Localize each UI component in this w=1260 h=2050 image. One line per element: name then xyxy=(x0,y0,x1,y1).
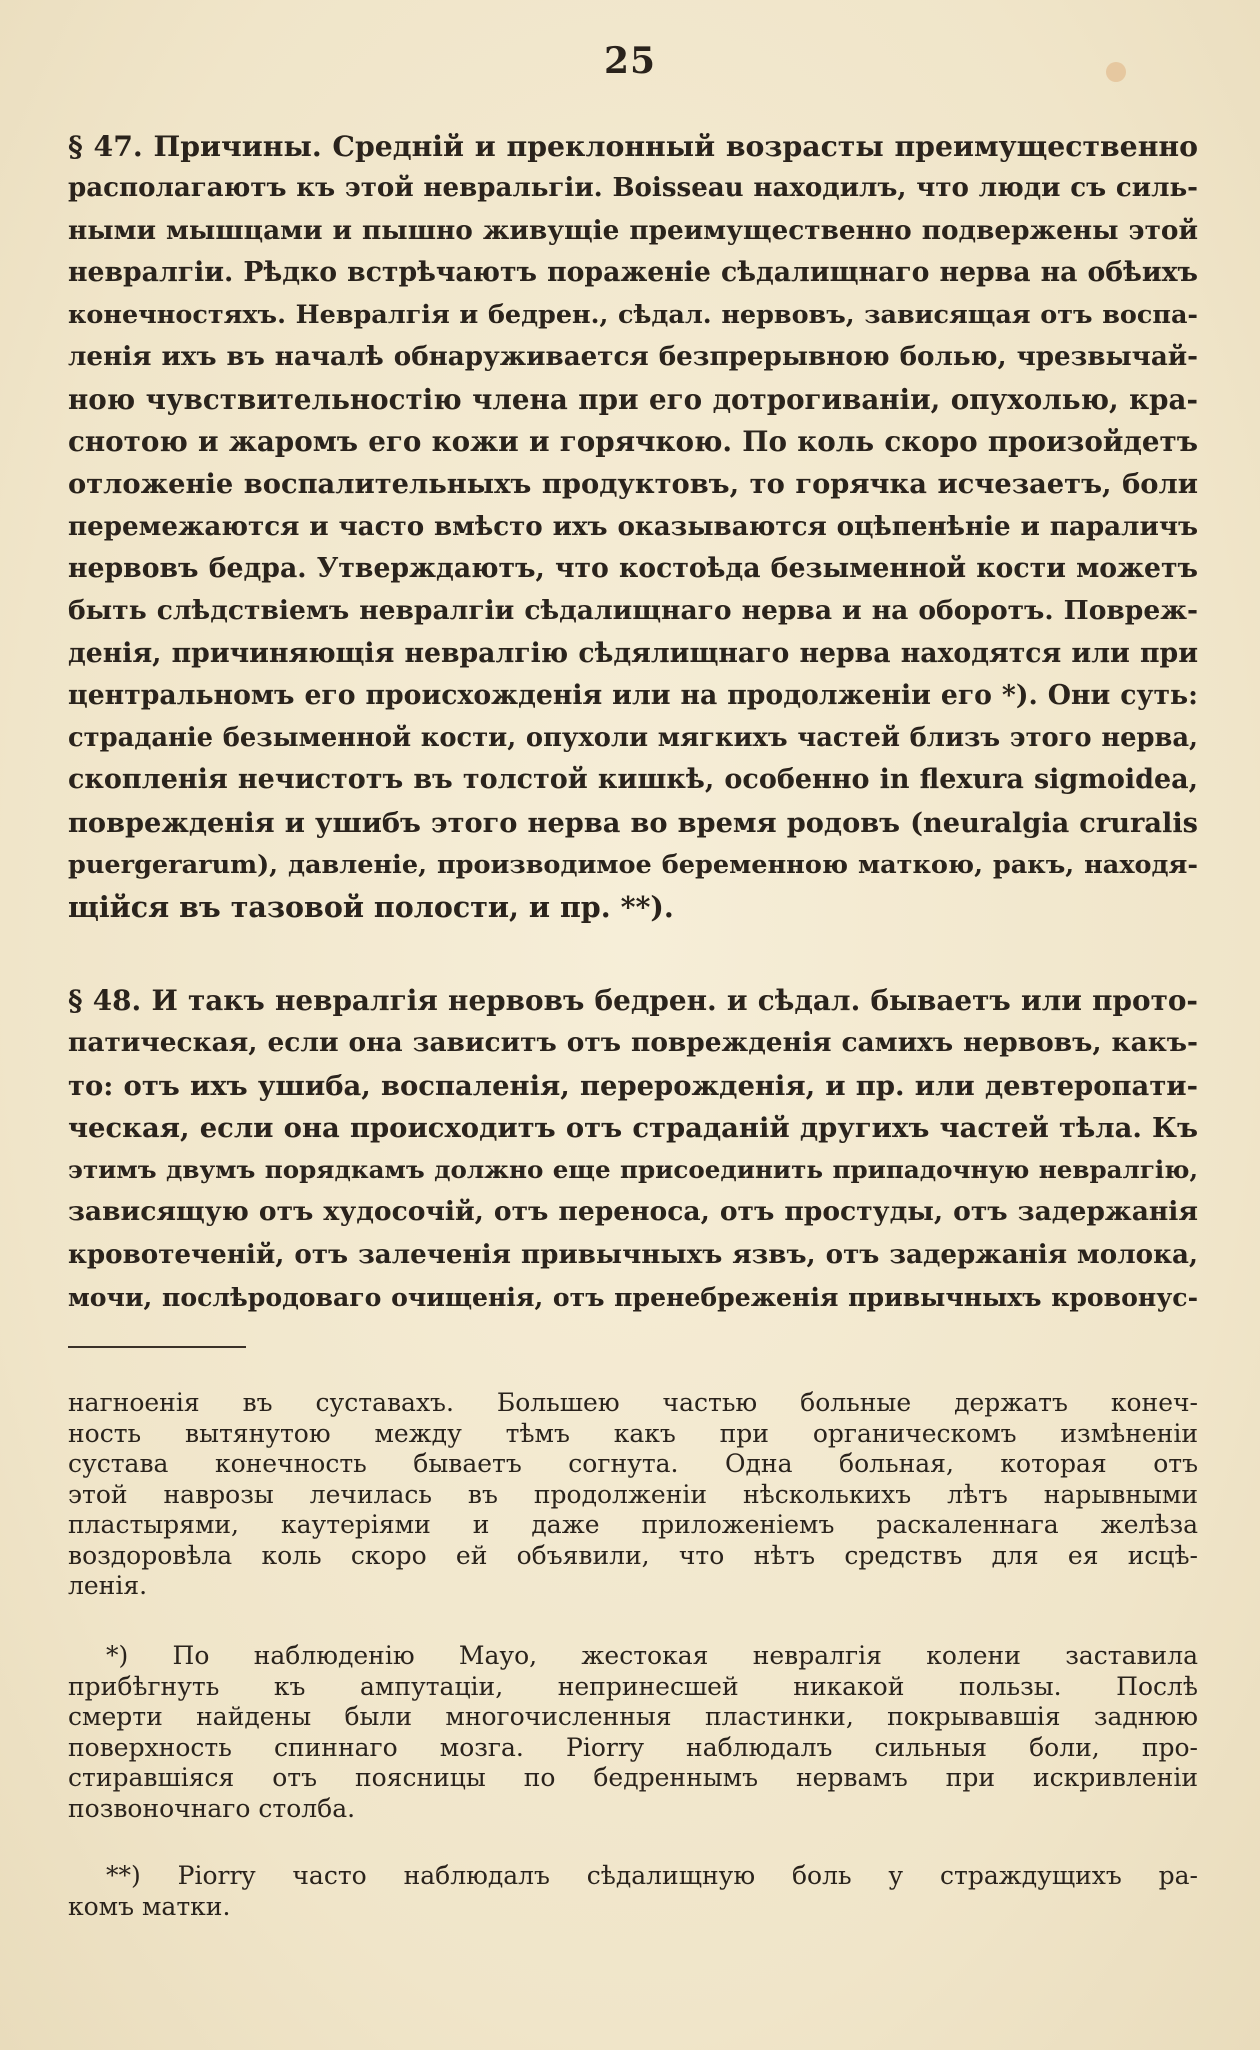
text-line: ными мышцами и пышно живущіе преимущественно подвержены этой xyxy=(68,214,1198,246)
section-48 xyxy=(68,980,1198,1318)
footnote-line: ленія. xyxy=(68,1571,148,1600)
footnote-line: смерти найдены были многочисленныя пластинки, покрывавшія заднюю xyxy=(68,1702,1198,1731)
footnote-1 xyxy=(68,1641,1198,1824)
footnote-2 xyxy=(68,1861,1198,1922)
text-line: располагаютъ къ этой невральгіи. Boisseau находилъ, что люди съ силь- xyxy=(68,173,1198,204)
text-line: § 47. Причины. Средній и преклонный возрасты преимущественно xyxy=(68,129,1198,163)
footnote-line: стиравшіяся отъ поясницы по бедреннымъ нервамъ при искривленіи xyxy=(68,1763,1198,1792)
footnote-line: комъ матки. xyxy=(68,1891,231,1921)
text-line: ною чувствительностію члена при его дотрогиваніи, опухолью, кра- xyxy=(68,382,1198,416)
text-line: этимъ двумъ порядкамъ должно еще присоединить припадочную невралгію, xyxy=(68,1155,1198,1185)
page-number: 25 xyxy=(603,40,657,82)
text-line: кровотеченій, отъ залеченія привычныхъ язвъ, отъ задержанія молока, xyxy=(68,1238,1198,1270)
text-line: щійся въ тазовой полости, и пр. **). xyxy=(68,890,674,925)
footnote-line: **) Piorry часто наблюдалъ сѣдалищную боль у страждущихъ ра- xyxy=(106,1861,1198,1890)
footnote-line: сустава конечность бываетъ согнута. Одна больная, которая отъ xyxy=(68,1449,1198,1478)
text-line: то: отъ ихъ ушиба, воспаленія, перерожденія, и пр. или девтеропати- xyxy=(68,1069,1198,1102)
footnote-line: поверхность спиннаго мозга. Piorry наблюдалъ сильныя боли, про- xyxy=(68,1732,1198,1762)
text-line: снотою и жаромъ его кожи и горячкою. По коль скоро произойдетъ xyxy=(68,425,1198,459)
footnote-line: прибѣгнуть къ ампутаціи, непринесшей никакой пользы. Послѣ xyxy=(68,1671,1198,1701)
footnote-continuation xyxy=(68,1388,1198,1602)
text-line: отложеніе воспалительныхъ продуктовъ, то горячка исчезаетъ, боли xyxy=(68,468,1198,501)
text-line: патическая, если она зависитъ отъ поврежденія самихъ нервовъ, какъ- xyxy=(68,1027,1198,1059)
text-line: скопленія нечистотъ въ толстой кишкѣ, особенно in flexura sigmoidea, xyxy=(68,764,1198,796)
text-line: быть слѣдствіемъ невралгіи сѣдалищнаго нерва и на оборотъ. Повреж- xyxy=(68,595,1198,627)
footnote-line: этой наврозы лечилась въ продолженіи нѣсколькихъ лѣтъ нарывными xyxy=(68,1479,1198,1509)
text-line: нервовъ бедра. Утверждаютъ, что костоѣда безыменной кости можетъ xyxy=(68,552,1198,584)
footnote-divider xyxy=(68,1346,246,1348)
text-line: зависящую отъ худосочій, отъ переноса, отъ простуды, отъ задержанія xyxy=(68,1196,1198,1228)
footnote-line: пластырями, каутеріями и даже приложеніемъ раскаленнага желѣза xyxy=(68,1510,1198,1539)
text-line: ленія ихъ въ началѣ обнаруживается безпрерывною болью, чрезвычай- xyxy=(68,341,1198,373)
text-line: § 48. И такъ невралгія нервовъ бедрен. и сѣдал. бываетъ или прото- xyxy=(68,984,1198,1017)
footnote-line: нагноенія въ суставахъ. Большею частью больные держатъ конеч- xyxy=(68,1388,1198,1417)
section-47 xyxy=(68,125,1198,929)
text-line: невралгіи. Рѣдко встрѣчаютъ пораженіе сѣдалищнаго нерва на обѣихъ xyxy=(68,256,1198,288)
text-line: страданіе безыменной кости, опухоли мягкихъ частей близъ этого нерва, xyxy=(68,723,1198,754)
footnote-line: ность вытянутою между тѣмъ какъ при органическомъ измѣненіи xyxy=(68,1418,1198,1448)
footnote-line: позвоночнаго столба. xyxy=(68,1793,356,1823)
footnote-line: воздоровѣла коль скоро ей объявили, что нѣтъ средствъ для ея исцѣ- xyxy=(68,1540,1198,1570)
text-line: мочи, послѣродоваго очищенія, отъ пренебреженія привычныхъ кровонус- xyxy=(68,1282,1198,1313)
text-line: puergerarum), давленіе, производимое беременною маткою, ракъ, находя- xyxy=(68,850,1198,881)
text-line: перемежаются и часто вмѣсто ихъ оказываются оцѣпенѣніе и параличъ xyxy=(68,510,1198,542)
text-line: конечностяхъ. Невралгія и бедрен., сѣдал. нервовъ, зависящая отъ воспа- xyxy=(68,300,1198,331)
text-line: денія, причиняющія невралгію сѣдялищнаго нерва находятся или при xyxy=(68,637,1198,669)
text-line: центральномъ его происхожденія или на продолженіи его *). Они суть: xyxy=(68,679,1198,711)
footnote-line: *) По наблюденію Мауо, жестокая невралгія колени заставила xyxy=(106,1641,1198,1670)
text-line: ческая, если она происходитъ отъ страданій другихъ частей тѣла. Къ xyxy=(68,1111,1198,1144)
text-line: поврежденія и ушибъ этого нерва во время родовъ (neuralgia cruralis xyxy=(68,806,1198,839)
